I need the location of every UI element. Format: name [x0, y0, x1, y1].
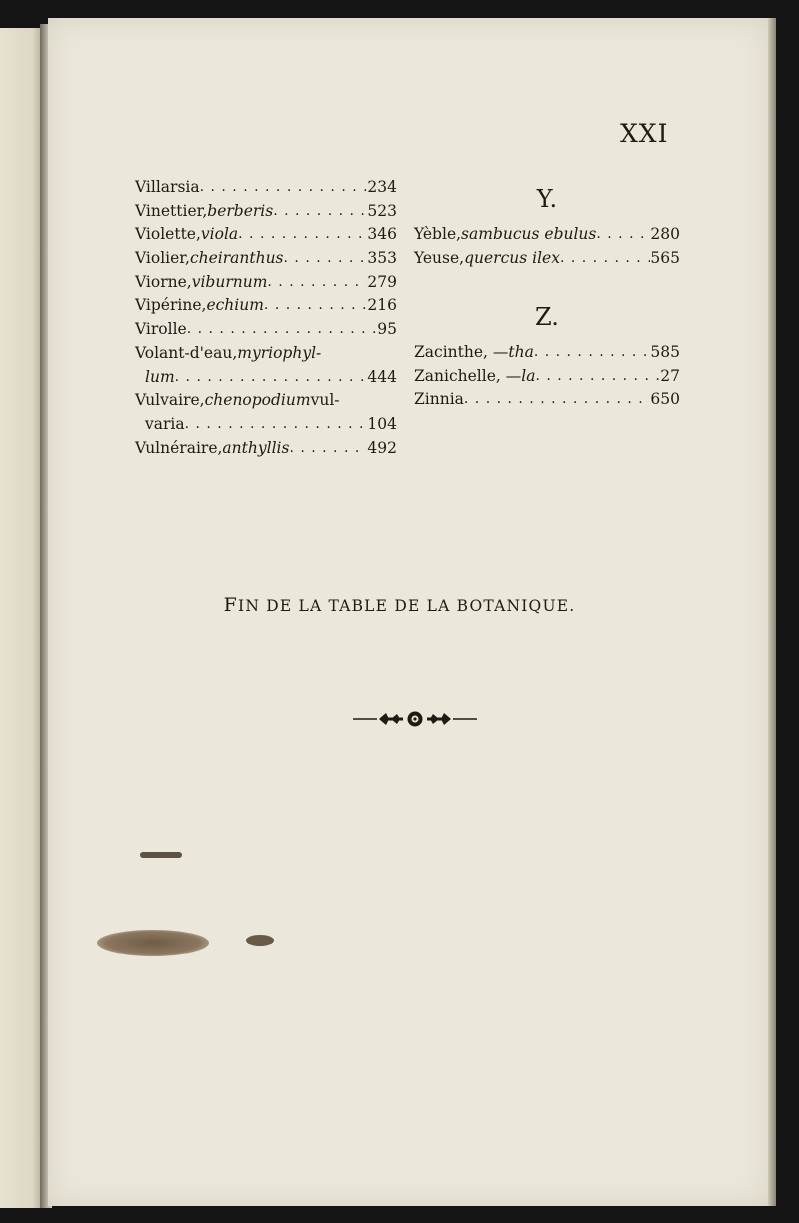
- fleuron-ornament-icon: [353, 707, 477, 731]
- dot-leader: [273, 200, 367, 224]
- index-entry: Violier, cheiranthus . . . 353: [135, 247, 397, 271]
- index-entry: Vipérine, echium . . . 216: [135, 294, 397, 318]
- index-entry: Violette, viola . . . 346: [135, 223, 397, 247]
- ink-stain: [246, 935, 274, 946]
- index-entry: Virolle . . . 95: [135, 318, 397, 342]
- section-heading-z: Z.: [535, 303, 559, 332]
- index-entry: Yeuse, quercus ilex . . . 565: [414, 247, 680, 271]
- index-entry: Villarsia . . . 234: [135, 176, 397, 200]
- entry-page-number: 95: [377, 320, 397, 339]
- ink-stain: [140, 852, 182, 858]
- index-entry: Zacinthe, — tha . . . 585: [414, 341, 680, 365]
- dot-leader: [187, 318, 378, 342]
- index-entry: Yèble, sambucus ebulus . . . 280: [414, 223, 680, 247]
- entry-page-number: 650: [650, 390, 680, 409]
- dot-leader: [284, 247, 368, 271]
- index-column-left: [135, 176, 397, 460]
- entry-page-number: 27: [660, 366, 680, 385]
- entry-page-number: 585: [650, 343, 680, 362]
- entry-page-number: 279: [367, 272, 397, 291]
- ink-stain: [97, 930, 209, 956]
- dot-leader: [535, 365, 660, 389]
- dot-leader: [267, 271, 367, 295]
- index-entry: Vinettier, berberis . . . 523: [135, 200, 397, 224]
- entry-page-number: 492: [367, 438, 397, 457]
- index-entry-continuation: varia . . . 104: [135, 413, 397, 437]
- index-entry: Zanichelle, — la . . . 27: [414, 365, 680, 389]
- dot-leader: [596, 223, 650, 247]
- dot-leader: [464, 388, 651, 412]
- dot-leader: [289, 437, 367, 461]
- end-of-table-note: FIN DE LA TABLE DE LA BOTANIQUE.: [223, 594, 576, 616]
- section-heading-y: Y.: [536, 185, 558, 213]
- index-entry: Vulvaire, chenopodium vul-: [135, 391, 340, 410]
- entry-page-number: 216: [367, 296, 397, 315]
- dot-leader: [185, 413, 368, 437]
- index-entry: Viorne, viburnum . . . 279: [135, 271, 397, 295]
- dot-leader: [200, 176, 368, 200]
- dot-leader: [175, 366, 368, 390]
- entry-page-number: 234: [367, 178, 397, 196]
- entry-page-number: 280: [650, 225, 680, 243]
- page-folio: XXI: [620, 119, 669, 148]
- entry-page-number: 444: [367, 367, 397, 386]
- entry-page-number: 104: [367, 414, 397, 433]
- entry-page-number: 353: [367, 249, 397, 268]
- dot-leader: [238, 223, 367, 247]
- dot-leader: [534, 341, 651, 365]
- dot-leader: [264, 294, 367, 318]
- index-entry-continuation: lum . . . 444: [135, 366, 397, 390]
- entry-page-number: 523: [367, 201, 397, 220]
- entry-page-number: 565: [650, 248, 680, 267]
- entry-page-number: 346: [367, 225, 397, 244]
- index-column-right: [414, 176, 680, 412]
- index-entry: Vulnéraire, anthyllis . . . 492: [135, 437, 397, 461]
- dot-leader: [560, 247, 650, 271]
- index-entry: Volant-d'eau, myriophyl-: [135, 343, 322, 362]
- index-entry: Zinnia . . . 650: [414, 388, 680, 412]
